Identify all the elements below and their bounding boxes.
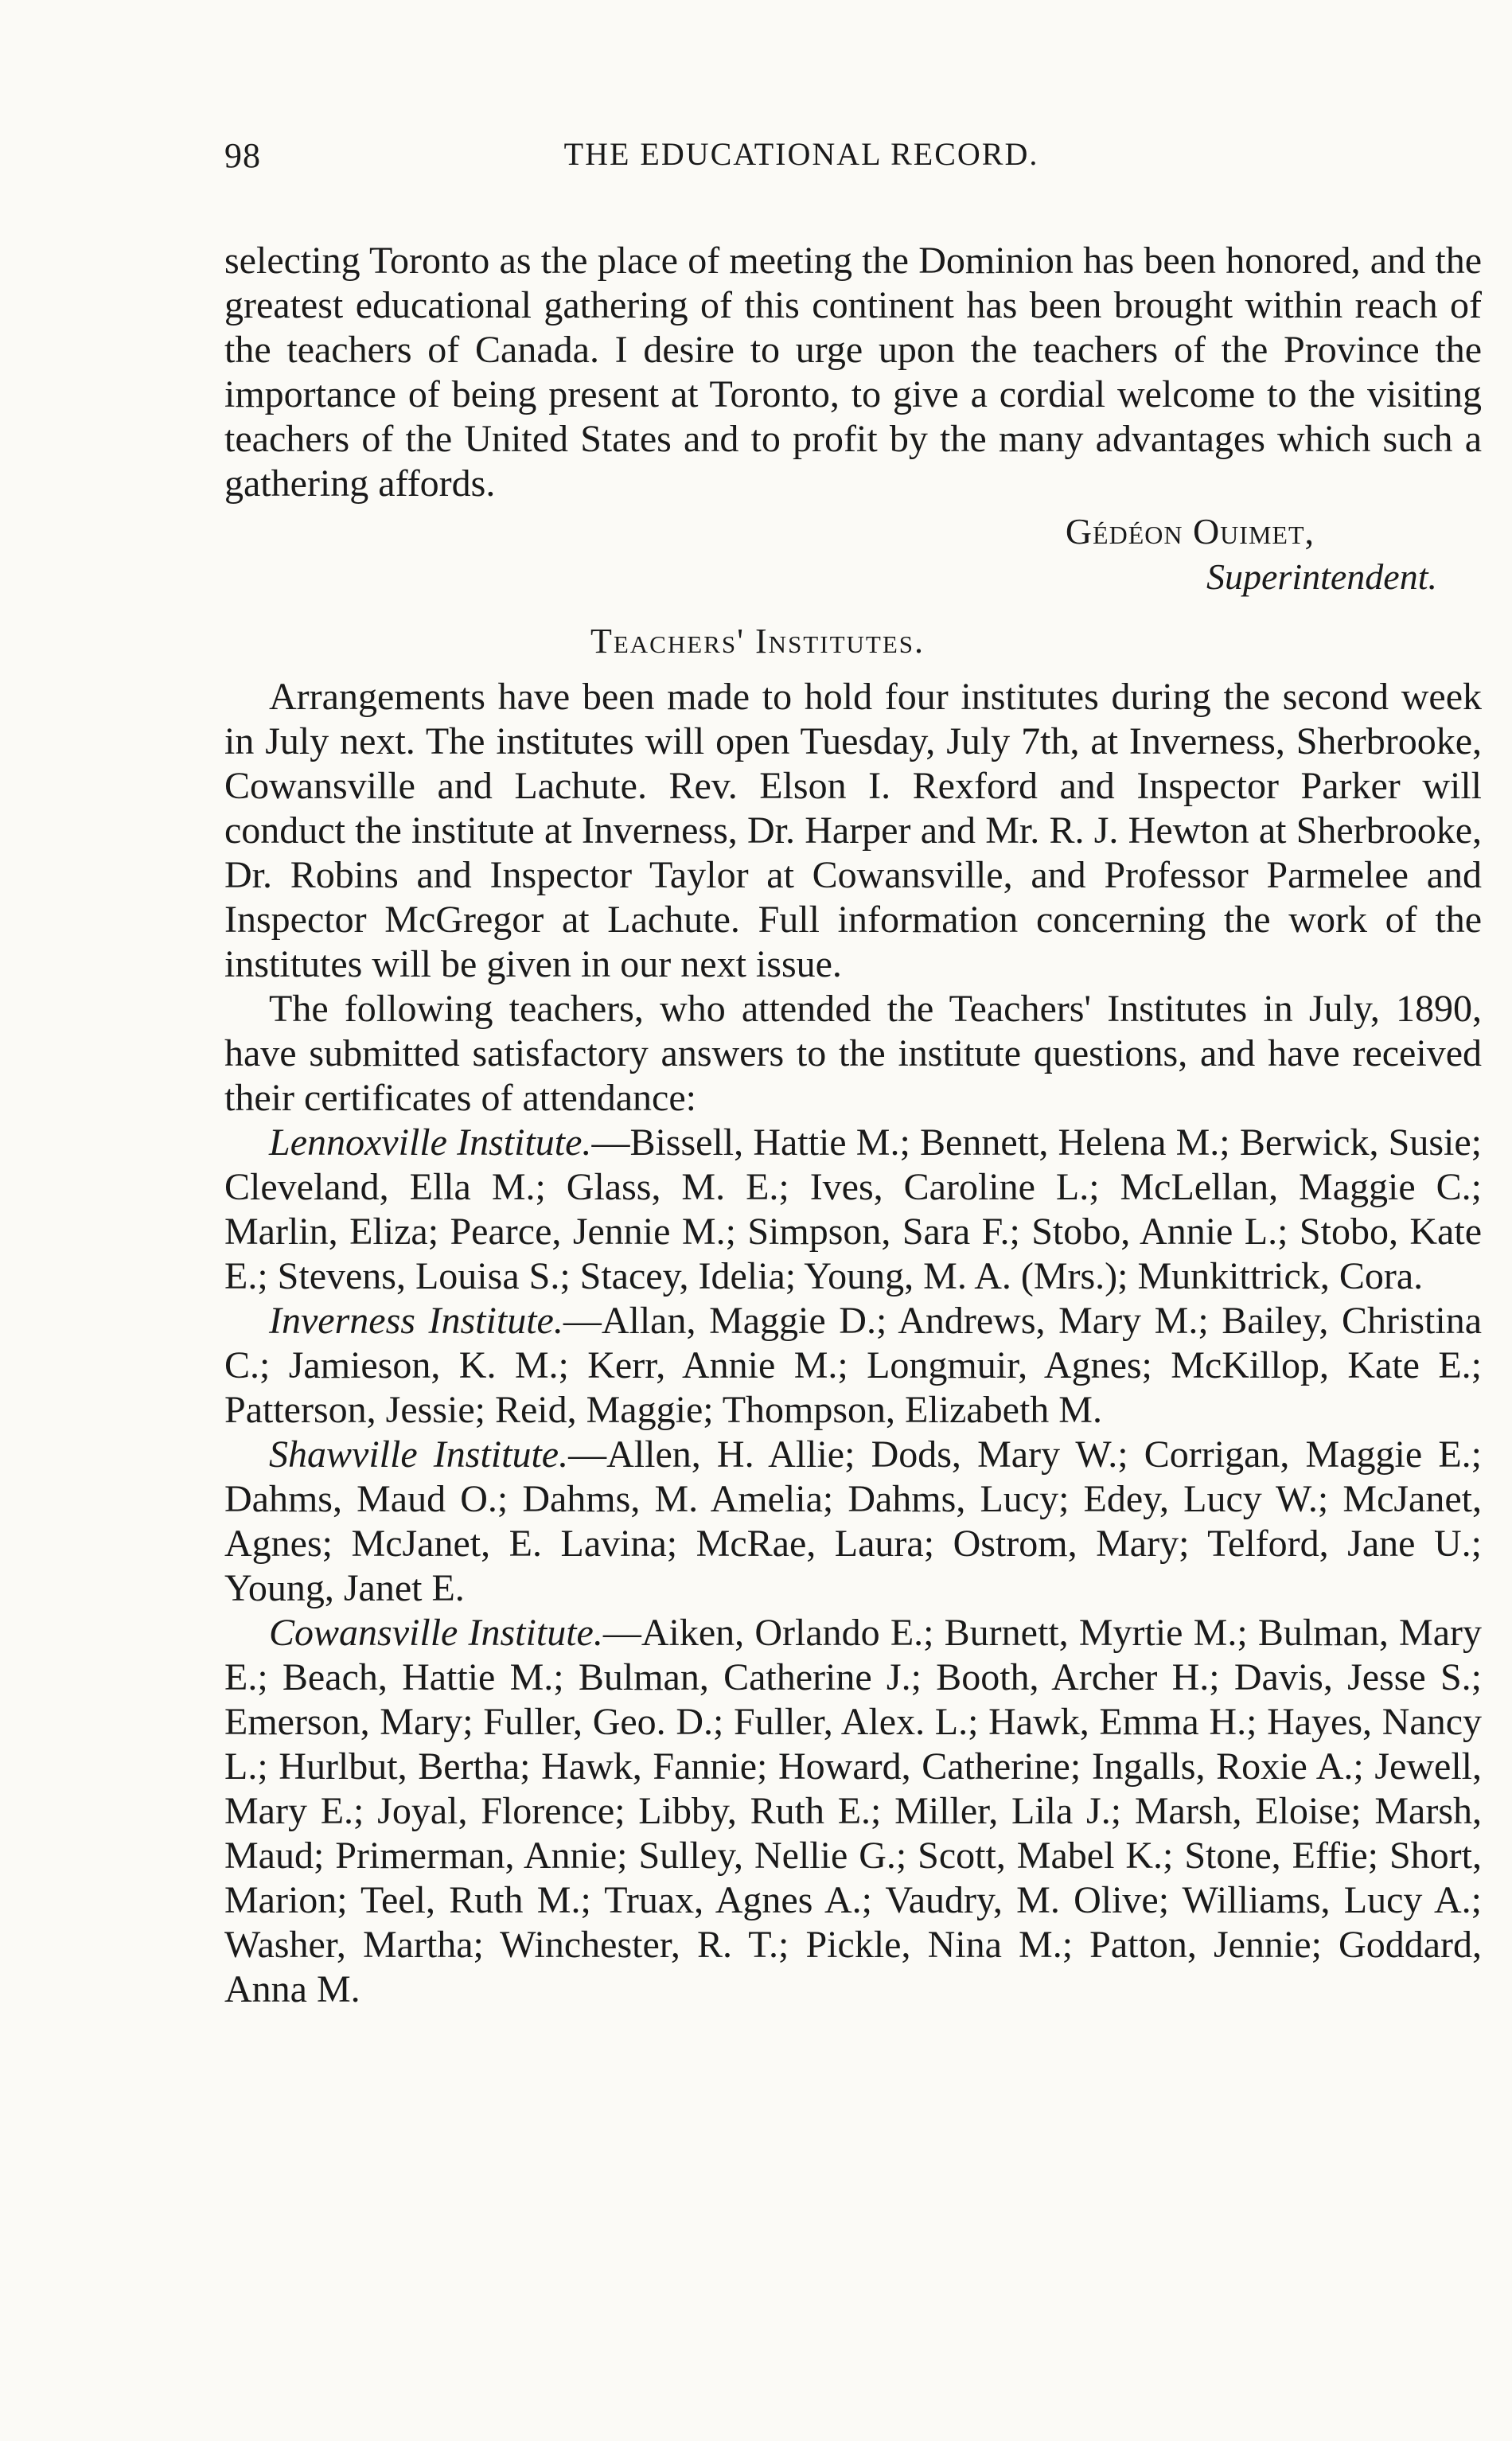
arrangements-paragraph: Arrangements have been made to hold four institutes during the second week in July next. The institutes will open Tuesday, July 7th, at Inverness, Sherbrooke, Cowansville and Lachute. Rev. Elson I. Rexford and Inspector Parker will conduct the institute at Inverness, Dr. Harper and Mr. R. J. Hewton at Sherbrooke, Dr. Robins and Inspector Taylor at Cowansville, and Professor Parmelee and Inspector McGregor at Lachute. Full information concerning the work of the institutes will be given in our next issue. — [224, 676, 1482, 985]
institute-teachers: —Allen, H. Allie; Dods, Mary W.; Corrigan, Maggie E.; Dahms, Maud O.; Dahms, M. Amelia; Dahms, Lucy; Edey, Lucy W.; McJanet, Agnes; McJanet, E. Lavina; McRae, Laura; Ostrom, Mary; Telford, Jane U.; Young, Janet E. — [224, 1433, 1482, 1609]
certificates-paragraph: The following teachers, who attended the Teachers' Institutes in July, 1890, have submitted satisfactory answers to the institute questions, and have received their certificates of attendance: — [224, 988, 1482, 1119]
page-header — [224, 135, 1482, 183]
running-title: THE EDUCATIONAL RECORD. — [563, 136, 1039, 172]
institute-list-cowansville — [224, 1611, 1482, 2012]
institute-teachers: —Allan, Maggie D.; Andrews, Mary M.; Bailey, Christina C.; Jamieson, K. M.; Kerr, Annie M.; Longmuir, Agnes; McKillop, Kate E.; Patterson, Jessie; Reid, Maggie; Thompson, Elizabeth M. — [224, 1300, 1483, 1431]
institute-list-lennoxville — [224, 1121, 1482, 1299]
institute-name: Lennoxville Institute. — [269, 1121, 592, 1164]
institute-list-inverness — [224, 1299, 1482, 1433]
section-heading: Teachers' Institutes. — [590, 622, 926, 661]
signature-name: Gédéon Ouimet, — [1065, 511, 1315, 552]
institute-teachers: —Bissell, Hattie M.; Bennett, Helena M.; Berwick, Susie; Cleveland, Ella M.; Glass, M. E.; Ives, Caroline L.; McLellan, Maggie C.; Marlin, Eliza; Pearce, Jennie M.; Simpson, Sara F.; Stobo, Annie L.; Stobo, Kate E.; Stevens, Louisa S.; Stacey, Idelia; Young, M. A. (Mrs.); Munkittrick, Cora. — [224, 1121, 1483, 1297]
signature-title: Superintendent. — [1206, 556, 1437, 597]
institute-name: Shawville Institute. — [269, 1433, 569, 1476]
institute-teachers: —Aiken, Orlando E.; Burnett, Myrtie M.; Bulman, Mary E.; Beach, Hattie M.; Bulman, Catherine J.; Booth, Archer H.; Davis, Jesse S.; Emerson, Mary; Fuller, Geo. D.; Fuller, Alex. L.; Hawk, Emma H.; Hayes, Nancy L.; Hurlbut, Bertha; Hawk, Fannie; Howard, Catherine; Ingalls, Roxie A.; Jewell, Mary E.; Joyal, Florence; Libby, Ruth E.; Miller, Lila J.; Marsh, Eloise; Marsh, Maud; Primerman, Annie; Sulley, Nellie G.; Scott, Mabel K.; Stone, Effie; Short, Marion; Teel, Ruth M.; Truax, Agnes A.; Vaudry, M. Olive; Williams, Lucy A.; Washer, Martha; Winchester, R. T.; Pickle, Nina M.; Patton, Jennie; Goddard, Anna M. — [224, 1612, 1483, 2010]
institute-name: Cowansville Institute. — [269, 1612, 603, 1654]
institute-name: Inverness Institute. — [269, 1300, 563, 1342]
page-number: 98 — [224, 136, 261, 175]
intro-paragraph: selecting Toronto as the place of meeting the Dominion has been honored, and the greatest educational gathering of this continent has been brought within reach of the teachers of Canada. I desire to urge upon the teachers of the Province the importance of being present at Toronto, to give a cordial welcome to the visiting teachers of the United States and to profit by the many advantages which such a gathering affords. — [224, 240, 1482, 505]
page — [224, 135, 1482, 2012]
institute-list-shawville — [224, 1433, 1482, 1611]
